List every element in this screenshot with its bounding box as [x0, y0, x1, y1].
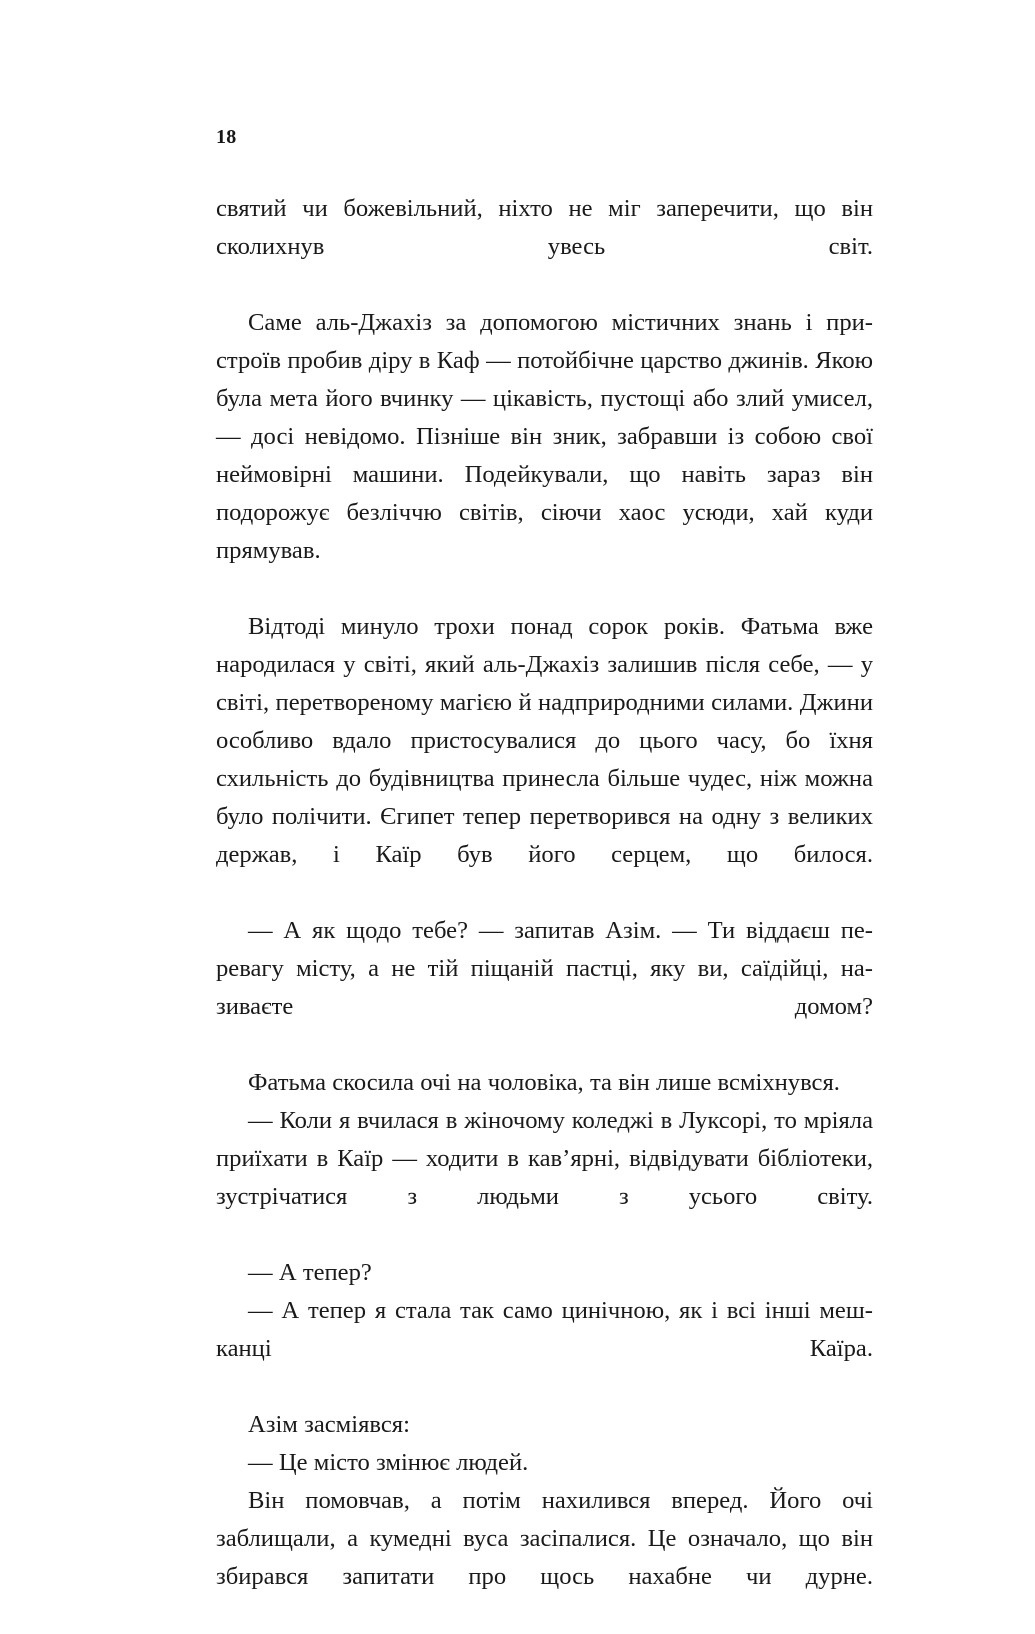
paragraph: Фатьма скосила очі на чоловіка, та він лише всміхнувся.: [248, 1069, 840, 1096]
paragraph: Відтоді минуло трохи понад сорок років. Фатьма вже народилася у світі, який аль-Джахіз залишив після себе, — у світі, перетвореному магією й надприродними силами. Джини особливо вдало пристосувалися до цього часу, бо їхня схильність до будівництва принесла більше чудес, ніж можна було полічити. Єгипет тепер перетворився на одну з великих держав, і Каїр був його серцем, що билося.: [216, 613, 873, 868]
paragraph: — А тепер я стала так само цинічною, як і всі інші мешканці Каїра.: [216, 1297, 873, 1362]
page-number: 18: [216, 126, 237, 148]
paragraph: святий чи божевільний, ніхто не міг заперечити, що він сколихнув увесь світ.: [216, 195, 873, 260]
paragraph: Саме аль-Джахіз за допомогою містичних знань і пристроїв пробив діру в Каф — потойбічне царство джинів. Якою була мета його вчинку — цікавість, пустощі або злий умисел, — досі невідомо. Пізніше він зник, забравши із собою свої неймовірні машини. Подейкували, що навіть зараз він подорожує безліччю світів, сіючи хаос усюди, хай куди прямував.: [216, 309, 873, 564]
paragraph: — А тепер?: [248, 1259, 372, 1286]
paragraph: — Коли я вчилася в жіночому коледжі в Луксорі, то мріяла приїхати в Каїр — ходити в кав’ярні, відвідувати бібліотеки, зустрічатися з людьми з усього світу.: [216, 1107, 873, 1210]
paragraph: — Це місто змінює людей.: [248, 1449, 529, 1476]
paragraph: — А як щодо тебе? — запитав Азім. — Ти віддаєш перевагу місту, а не тій піщаній пастці, яку ви, саїдійці, називаєте домом?: [216, 917, 873, 1020]
paragraph: Він помовчав, а потім нахилився вперед. Його очі заблищали, а кумедні вуса засіпалися. Це означало, що він збирався запитати про щось нахабне чи дурне.: [216, 1487, 873, 1590]
paragraph: Азім засміявся:: [248, 1411, 410, 1438]
body-text-block: [216, 190, 873, 1634]
